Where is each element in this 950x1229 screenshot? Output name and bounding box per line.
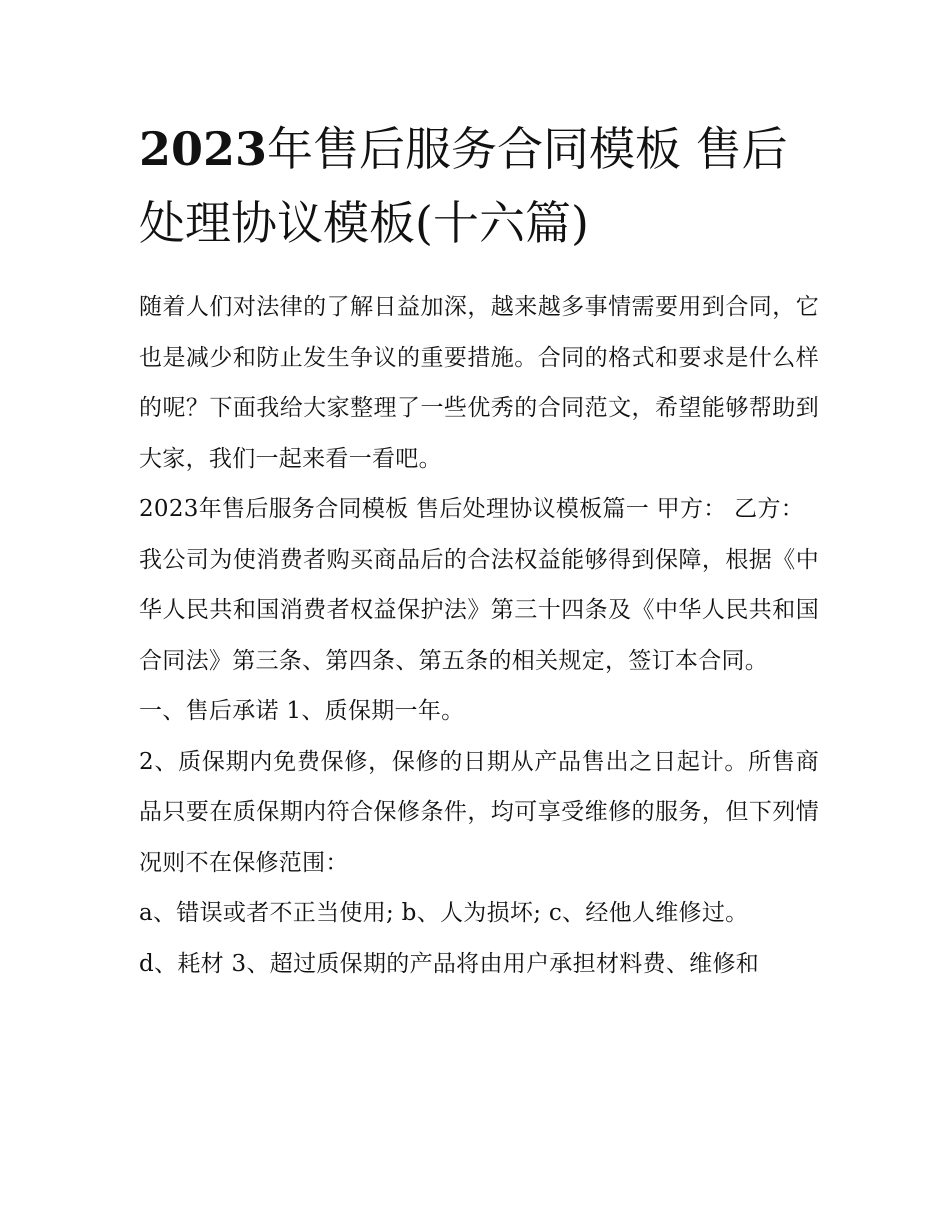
title-year: 2023	[139, 122, 268, 176]
clause-3-paragraph: d、耗材 3、超过质保期的产品将由用户承担材料费、维修和	[139, 950, 760, 977]
intro-paragraph: 随着人们对法律的了解日益加深，越来越多事情需要用到合同，它也是减少和防止发生争议的重要措施。合同的格式和要求是什么样的呢？下面我给大家整理了一些优秀的合同范文，希望能够帮助到大家，我们一起来看一看吧。	[139, 294, 819, 472]
document-body	[139, 112, 819, 989]
section-heading-paragraph: 2023年售后服务合同模板 售后处理协议模板篇一 甲方： 乙方：	[139, 496, 805, 522]
exclusions-paragraph: a、错误或者不正当使用; b、人为损坏; c、经他人维修过。	[139, 900, 749, 926]
clause-2-paragraph: 2、质保期内免费保修，保修的日期从产品售出之日起计。所售商品只要在质保期内符合保修条件，均可享受维修的服务，但下列情况则不在保修范围：	[139, 748, 819, 876]
clause-1-paragraph: 一、售后承诺 1、质保期一年。	[139, 698, 465, 724]
title-text: 年售后服务合同模板 售后处理协议模板(十六篇)	[139, 122, 788, 250]
document-title	[139, 112, 819, 260]
purpose-paragraph: 我公司为使消费者购买商品后的合法权益能够得到保障，根据《中华人民共和国消费者权益保护法》第三十四条及《中华人民共和国合同法》第三条、第四条、第五条的相关规定，签订本合同。	[139, 546, 819, 674]
